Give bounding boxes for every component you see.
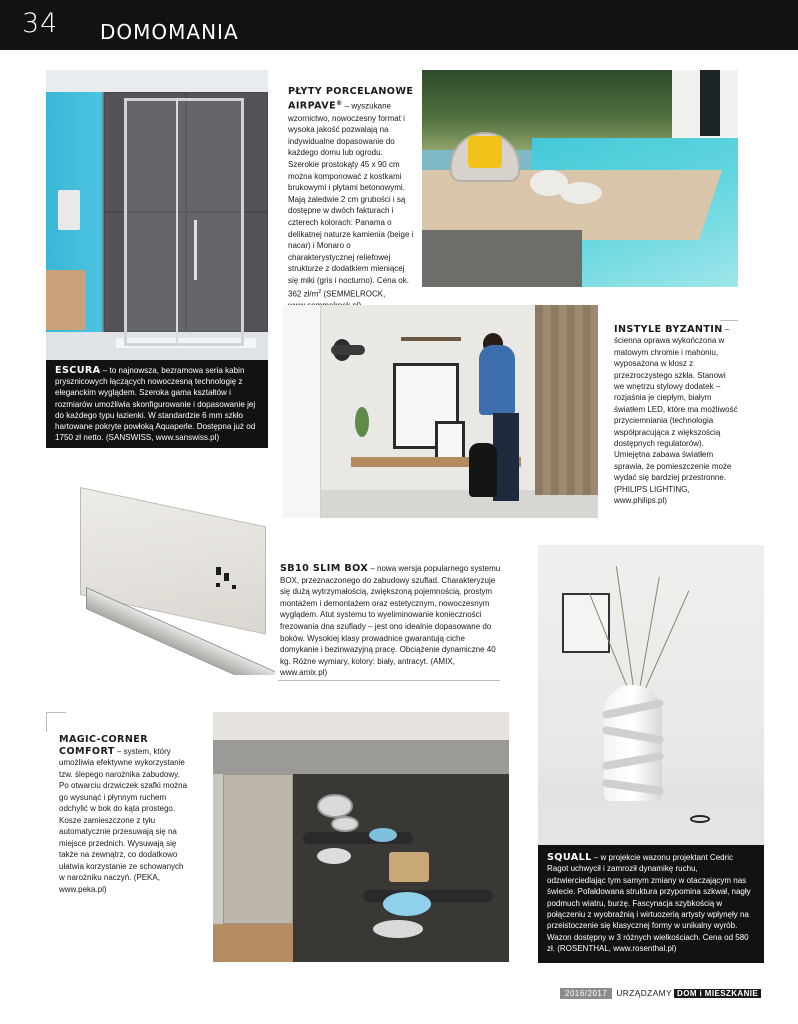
pool-terrace-photo xyxy=(422,70,738,287)
page-header xyxy=(0,0,798,50)
footer-magazine-suffix: DOM i MIESZKANIE xyxy=(674,989,761,998)
vase-photo xyxy=(538,545,764,845)
byzantin-text: – ścienna oprawa wykończona w matowym chromie i mahoniu, wyposażona w klosz z przezroczystego szkła. Stanowi we wnętrzu stylowy dodatek – rozjaśnia je ciepłym, białym światłem LED, które ma możliwość przyciemniania (technologia współpracująca z większością dostępnych regulatorów). Umiejętna zabawa światłem sprawia, że pomieszczenie może wydać się bardziej przestronne. (PHILIPS LIGHTING, www.philips.pl) xyxy=(614,325,738,506)
shower-cabin-photo xyxy=(46,70,268,360)
magic-corner-rule-v xyxy=(46,712,47,732)
magic-corner-rule-h xyxy=(46,712,66,713)
airpave-text-end: (SEMMELROCK, xyxy=(323,289,386,299)
hallway-photo xyxy=(283,305,598,518)
byzantin-rule xyxy=(720,320,738,321)
drawer-system-photo xyxy=(70,475,275,675)
kitchen-corner-photo xyxy=(213,712,509,962)
airpave-text-block xyxy=(288,86,416,311)
magic-corner-title: MAGIC-CORNER COMFORT xyxy=(59,734,149,757)
slimbox-text-block xyxy=(280,563,504,679)
magic-corner-text-block xyxy=(59,734,191,895)
footer-magazine-prefix: URZĄDZAMY xyxy=(616,988,673,998)
squall-title: SQUALL xyxy=(547,852,592,863)
airpave-text: – wyszukane wzornictwo, nowoczesny format i wysoka jakość pozwalają na indywidualne dopasowanie do każdego domu lub ogrodu. Szerokie prostokąty 45 x 90 cm można komponować z kostkami brukowymi i płytami betonowymi. Mają zaledwie 2 cm grubości i są dostępne w dwóch fakturach i czterech kolorach: Panama o delikatnej naturze kamienia (beige i nacar) i Monaro o charakterystycznej reliefowej strukturze z dodatkiem mieniącej się miki (gris i nocturno). Cena ok. 362 zł/m xyxy=(288,101,414,299)
footer-magazine xyxy=(612,988,761,999)
escura-caption xyxy=(46,360,268,448)
page-footer xyxy=(560,988,761,999)
section-title: DOMOMANIA xyxy=(100,20,239,44)
slimbox-title: SB10 SLIM BOX xyxy=(280,563,369,574)
magic-corner-text: – system, który umożliwia efektywne wykorzystanie tzw. ślepego narożnika zabudowy. Po otwarciu drzwiczek szafki można go wysunąć i płynnym ruchem odchylić w bok do kąta prostego. Kosze zamieszczone z tyłu automatycznie przesuwają się na miejsce przednich. Wysuwają się także na zewnątrz, co dodatkowo ułatwia korzystanie ze schowanych w narożniku naczyń. (PEKA, www.peka.pl) xyxy=(59,746,188,894)
footer-issue: 2016/2017 xyxy=(560,988,612,999)
slimbox-rule xyxy=(278,680,500,681)
squall-caption xyxy=(538,845,764,963)
airpave-sup2: 2 xyxy=(318,288,322,295)
slimbox-text: – nowa wersja popularnego systemu BOX, przeznaczonego do zabudowy szuflad. Charakteryzuje się dużą wytrzymałością, zwiększoną pojemnością, prostym montażem i demontażem oraz estetycznym, nowoczesnym wyglądem. Atut systemu to wyeliminowanie konieczności frezowania dna szuflady – jest ono idealnie dopasowane do boków. Wysokiej klasy prowadnice gwarantują ciche domykanie i bezinwazyjną pracę. Obciążenie dynamiczne 40 kg. Różne wymiary, kolory: biały, antracyt. (AMIX, www.amix.pl) xyxy=(280,564,501,678)
airpave-registered: ® xyxy=(336,100,343,107)
escura-title: ESCURA xyxy=(55,365,101,376)
byzantin-title: INSTYLE BYZANTIN xyxy=(614,324,723,335)
airpave-title: PŁYTY PORCELANOWE AIRPAVE xyxy=(288,86,414,112)
page-number: 34 xyxy=(22,8,59,39)
byzantin-text-block xyxy=(614,324,738,507)
squall-text: – w projekcie wazonu projektant Cedric Ragot uchwycił i zamroził dynamikę ruchu, odzwierciedlając tym samym zmiany w otaczającym nas świecie. Pofałdowana struktura przypomina szkwał, nagły podmuch wiatru, burzę. Fascynacja szybkością w połączeniu z wyobraźnią i wirtuozerią artysty wpłynęły na przeistoczenie się klasycznej formy w unikalny wyrób. Wazon dostępny w 3 różnych wielkościach. Cena od 580 zł. (ROSENTHAL, www.rosenthal.pl) xyxy=(547,853,751,954)
escura-text: – to najnowsza, bezramowa seria kabin prysznicowych łączących nowoczesną technologię z eleganckim wyglądem. Szeroka gama kształtów i rozmiarów umożliwia skonfigurowanie i dopasowanie jej do każdego typu łazienki. W standardzie 6 mm szkło hartowane pokryte powłoką Aquaperle. Dostępna już od 1750 zł netto. (SANSWISS, www.sanswiss.pl) xyxy=(55,366,256,443)
